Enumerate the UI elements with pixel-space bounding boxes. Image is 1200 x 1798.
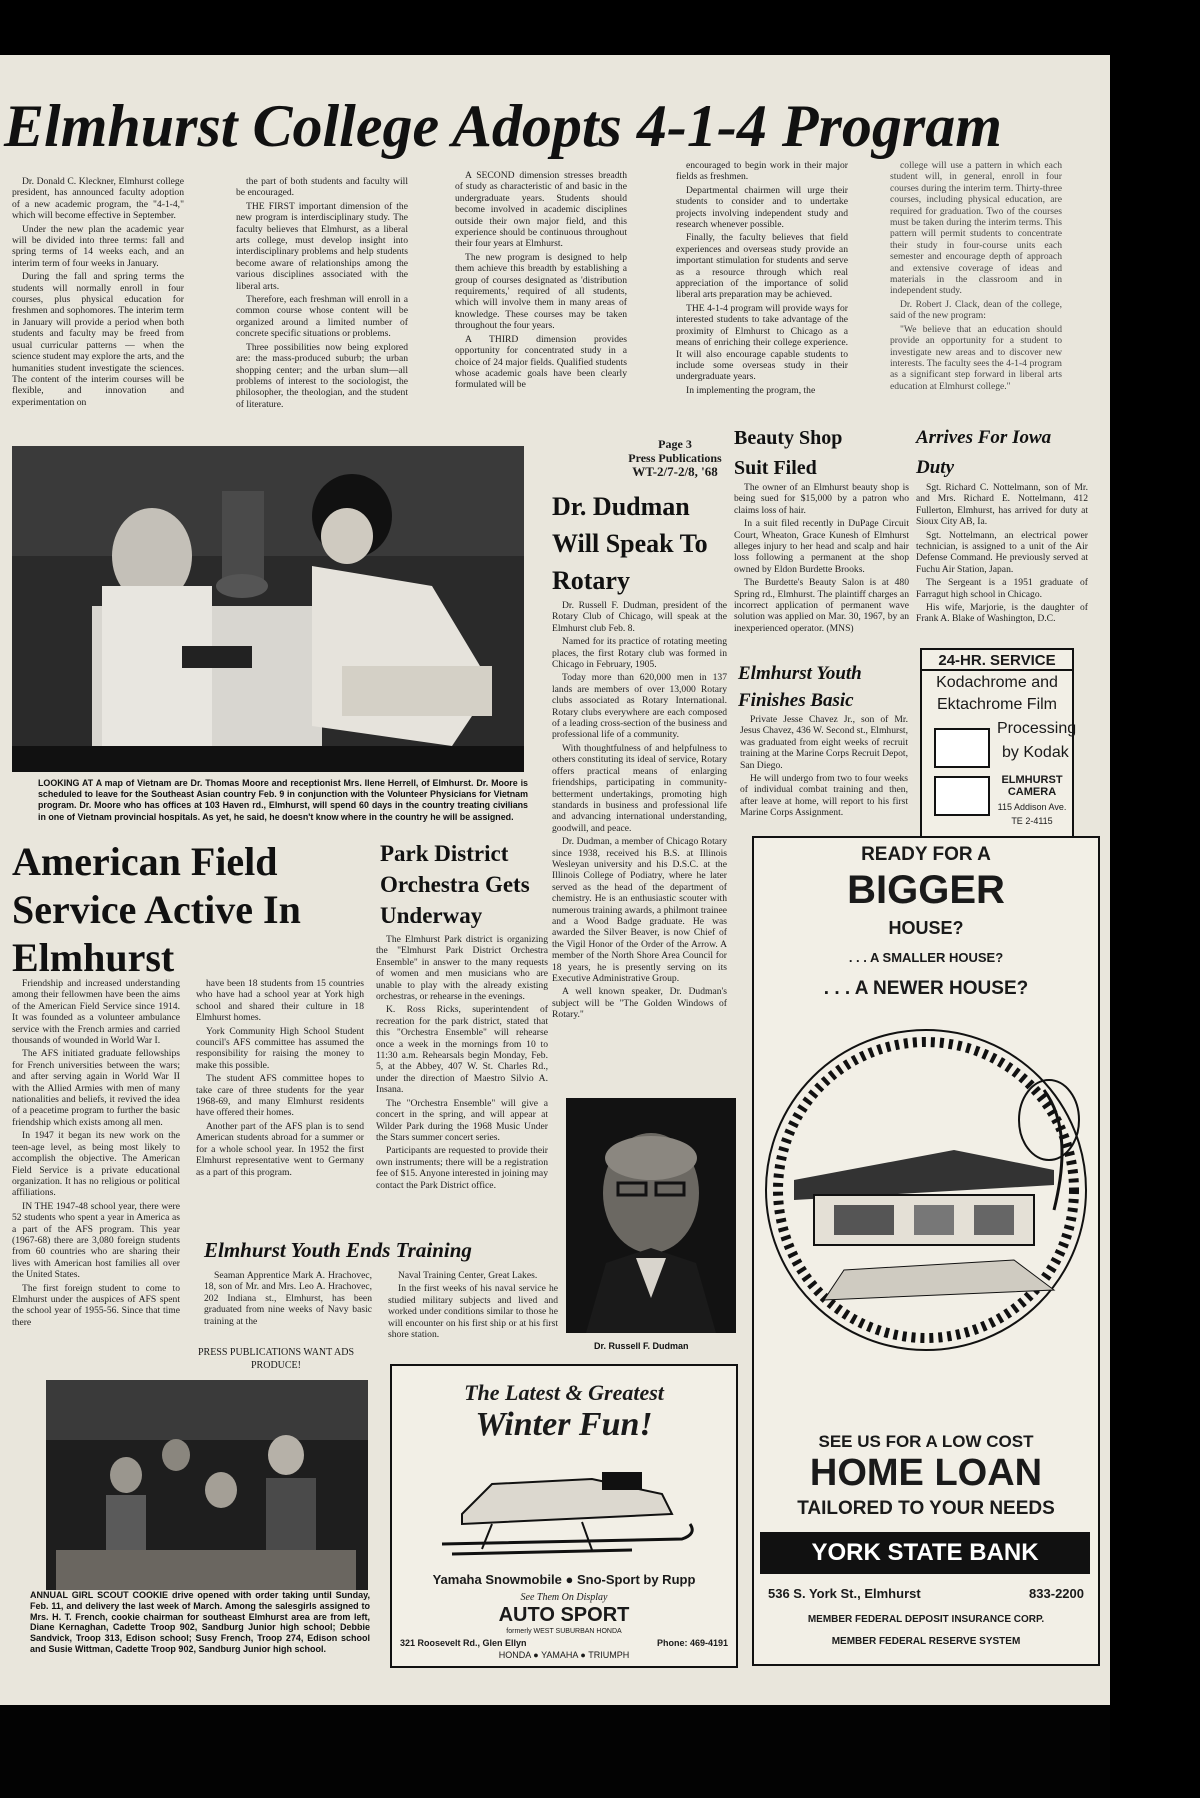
paragraph: A well known speaker, Dr. Dudman's subject will be "The Golden Windows of Rotary.": [552, 986, 727, 1021]
press-note: PRESS PUBLICATIONS WANT ADS PRODUCE!: [197, 1347, 355, 1371]
training-text: Seaman Apprentice Mark A. Hrachovec, 18, son of Mr. and Mrs. Leo A. Hrachovec, 202 Indiana st., Elmhurst, has been graduated from nine weeks of Navy basic training at the: [204, 1270, 372, 1327]
kodak-ad: [920, 648, 1077, 846]
press-stamp: [600, 437, 750, 479]
training-headline: Elmhurst Youth Ends Training: [204, 1238, 472, 1262]
auto-address: 321 Roosevelt Rd., Glen Ellyn: [400, 1638, 527, 1648]
afs-headline: American Field Service Active In Elmhurst: [12, 839, 301, 980]
photo-illustration: [46, 1380, 368, 1590]
auto-store: AUTO SPORT: [498, 1604, 630, 1626]
paragraph: Another part of the AFS plan is to send American students abroad for a summer or for a whole school year. In 1952 the first Elmhurst representative went to Germany as a part of this program.: [196, 1120, 364, 1178]
orchestra-article: [376, 934, 548, 1238]
paragraph: THE 4-1-4 program will provide ways for interested students to take advantage of the proximity of Elmhurst to Chicago as a means of enriching their college experience. It will also encourage capable students to include some overseas study in their undergraduate years.: [676, 302, 848, 383]
paragraph: The "Orchestra Ensemble" will give a concert in the spring, and will appear at Wilder Park during the 1968 Music Under the Stars summer concert series.: [376, 1097, 548, 1143]
paragraph: The first foreign student to come to Elmhurst under the auspices of AFS spent the school year of 1955-56. Since that time there: [12, 1282, 180, 1328]
photo-illustration: [12, 446, 524, 772]
auto-headline-1: The Latest & Greatest: [464, 1380, 664, 1405]
kodak-line5: by Kodak: [1002, 744, 1069, 761]
bank-newer: . . . A NEWER HOUSE?: [823, 978, 1029, 999]
dudman-headline: Dr. Dudman Will Speak To Rotary: [552, 492, 708, 595]
auto-brands: HONDA ● YAMAHA ● TRIUMPH: [498, 1650, 630, 1660]
auto-products: Yamaha Snowmobile ● Sno-Sport by Rupp: [432, 1572, 696, 1587]
bank-phone: 833-2200: [1029, 1586, 1084, 1601]
paragraph: In a suit filed recently in DuPage Circuit Court, Wheaton, Grace Kunesh of Elmhurst alleges injury to her head and scalp and hair loss following a permanent at the shop owned by Eldon Burdette Brooks.: [734, 518, 909, 575]
training-column: [204, 1270, 372, 1334]
paragraph: York Community High School Student council's AFS committee has assumed the responsibility for raising the money to make this possible.: [196, 1025, 364, 1071]
paragraph: have been 18 students from 15 countries who have had a school year at York high school and shared their culture in 18 Elmhurst homes.: [196, 978, 364, 1024]
bank-home-loan: HOME LOAN: [809, 1452, 1043, 1494]
paragraph: the part of both students and faculty will be encouraged.: [236, 176, 408, 199]
paragraph: Finally, the faculty believes that field experiences and overseas study provide an important stimulation for students and serve as a resource through which real appreciation of the importance of solid liberal arts preparation may be achieved.: [676, 232, 848, 301]
article-column: [12, 176, 184, 408]
paragraph: The student AFS committee hopes to take care of three students for the year 1968-69, and many Elmhurst residents have offered their homes.: [196, 1073, 364, 1119]
main-headline: Elmhurst College Adopts 4-1-4 Program: [4, 93, 1002, 159]
paragraph: The Elmhurst Park district is organizing the "Elmhurst Park District Orchestra Ensemble" in answer to the many requests of women and men musicians who are unable to play with the already existing orchestras, or rehearse in the evenings.: [376, 934, 548, 1003]
paragraph: college will use a pattern in which each student will, in general, enroll in four courses during the interim term. Thirty-three courses, including physical education, are required for graduation. Two of the courses must be taken during the interim terms. This pattern will permit students to concentrate their study in four-course units each semester and encourage depth of approach and extensive coverage of ideas and materials in the classroom and in independent study.: [890, 160, 1062, 297]
bank-bigger: BIGGER: [847, 868, 1005, 912]
stamp-page: Page 3: [658, 437, 692, 451]
auto-sport-ad: [390, 1364, 738, 1668]
orchestra-headline: Park District Orchestra Gets Underway: [380, 841, 530, 928]
paragraph: The owner of an Elmhurst beauty shop is being sued for $15,000 by a patron who claims loss of hair.: [734, 482, 909, 516]
kodak-line3: Ektachrome Film: [936, 696, 1058, 713]
paragraph: Sgt. Richard C. Nottelmann, son of Mr. and Mrs. Richard E. Nottelmann, 412 Fullerton, Elmhurst, has arrived for duty at Sioux City AB, Ia.: [916, 482, 1088, 528]
paragraph: A SECOND dimension stresses breadth of study as characteristic of and basic in the undergraduate years. Students should become involved in academic disciplines outside their own major field, and this experience should be continuous throughout their four years at Elmhurst.: [455, 170, 627, 250]
scout-caption: ANNUAL GIRL SCOUT COOKIE drive opened with order taking until Sunday, Feb. 11, and delivery the last week of March. Among the salesgirls assigned to Mrs. H. T. French, cookie chairman for southeast Elmhurst area are from left, Diane Kernaghan, Cadette Troop 902, Sandburg Junior high school; Debbie Sandvick, Troop 313, Edison school; Susy French, Troop 274, Edison school and Susie Wittman, Cadette Troop 902, Sandburg Junior high school.: [30, 1590, 370, 1654]
paragraph: IN THE 1947-48 school year, there were 52 students who spent a year in America as a part of the AFS program. This year (1967-68) there are 3,080 foreign students from 60 countries who are sharing their lives with American host families all over the United States.: [12, 1200, 180, 1281]
dudman-portrait: [566, 1098, 736, 1333]
youth-basic-article: [740, 714, 908, 834]
paragraph: Dr. Donald C. Kleckner, Elmhurst college president, has announced faculty adoption of a new academic program, the "4-1-4," which will become effective in September.: [12, 176, 184, 222]
snowmobile-illustration: [432, 1454, 702, 1564]
paragraph: Dr. Russell F. Dudman, president of the Rotary Club of Chicago, will speak at the Elmhurst club Feb. 8.: [552, 600, 727, 634]
afs-column: [196, 978, 364, 1196]
kodak-line2: Kodachrome and: [936, 674, 1058, 691]
paragraph: During the fall and spring terms the students will normally enroll in four courses, plus physical education for freshmen and sophomores. The interim term in January will provide a period when both students and faculty may be freed from usual curricular patterns — when the science student may explore the arts, and the humanities student investigate the sciences. The content of the interim courses will be flexible, and innovation and experimentation on: [12, 271, 184, 408]
bank-address: 536 S. York St., Elmhurst: [768, 1586, 921, 1601]
paragraph: Participants are requested to provide their own instruments; there will be a registration fee of $15. Anyone interested in joining may contact the Park District office.: [376, 1145, 548, 1191]
scan-bottom-border: [0, 1705, 1110, 1798]
paragraph: Dr. Robert J. Clack, dean of the college, said of the new program:: [890, 298, 1062, 322]
iowa-article: [916, 482, 1088, 642]
portrait-illustration: [566, 1098, 736, 1333]
bank-house: HOUSE?: [888, 918, 964, 938]
paragraph: Departmental chairmen will urge their students to consider and to undertake projects involving independent study and research whenever possible.: [676, 184, 848, 231]
paragraph: Under the new plan the academic year will be divided into three terms: fall and spring terms of 14 weeks each, and an interim term of four weeks in January.: [12, 223, 184, 269]
youth-basic-headline: Elmhurst Youth Finishes Basic: [738, 663, 862, 711]
afs-column: [12, 978, 180, 1330]
beauty-article: [734, 482, 909, 646]
bank-see-us: SEE US FOR A LOW COST: [818, 1432, 1034, 1451]
auto-formerly: formerly WEST SUBURBAN HONDA: [506, 1628, 622, 1635]
house-illustration: [754, 1010, 1098, 1370]
paragraph: The AFS initiated graduate fellowships for French universities between the wars; and after serving again in World War II with the Allied Armies with men of many nationalities and beliefs, it revived the idea of a peacetime program to further the basic friendship which exists among all men.: [12, 1048, 180, 1128]
dudman-article: [552, 600, 727, 1076]
paragraph: The Sergeant is a 1951 graduate of Farragut high school in Chicago.: [916, 577, 1088, 600]
auto-headline-2: Winter Fun!: [475, 1406, 653, 1443]
paragraph: The new program is designed to help them achieve this breadth by establishing a group of courses designated as 'distribution requirements,' required of all students, which will involve them in many areas of knowledge. These courses may be taken throughout the four years.: [455, 251, 627, 332]
paragraph: A THIRD dimension provides opportunity for concentrated study in a choice of 24 major fields. Qualified students whose academic goals have been clearly formulated will be: [455, 333, 627, 391]
vietnam-map-photo: [12, 446, 524, 772]
paragraph: "We believe that an education should provide an opportunity for a student to investigate new areas and to discover new interests. The faculty sees the 4-1-4 program as a significant step forward in liberal arts education at Elmhurst college.": [890, 323, 1062, 392]
auto-see: See Them On Display: [520, 1592, 608, 1603]
paragraph: In implementing the program, the: [686, 384, 816, 396]
bank-ready: READY FOR A: [861, 844, 991, 865]
kodak-address: 115 Addison Ave.: [997, 802, 1067, 812]
paragraph: In 1947 it began its new work on the teen-age level, as being most likely to accomplish the objective. The American Field Service is a private educational organization. It has no religious or political affiliations.: [12, 1130, 180, 1199]
girl-scout-photo: [46, 1380, 368, 1590]
paragraph: Therefore, each freshman will enroll in a common course whose content will be organized around a limited number of concrete specific situations or problems.: [236, 294, 408, 340]
kodak-service: 24-HR. SERVICE: [922, 652, 1072, 671]
paragraph: THE FIRST important dimension of the new program is interdisciplinary study. The faculty believes that Elmhurst, as a liberal arts college, must develop insight into interdisciplinary problems and help students become aware of relationships among the various disciplines associated with the liberal arts.: [236, 200, 408, 292]
bank-frs: MEMBER FEDERAL RESERVE SYSTEM: [831, 1636, 1021, 1647]
stamp-date: WT-2/7-2/8, '68: [632, 464, 718, 479]
beauty-headline: Beauty Shop Suit Filed: [734, 427, 843, 479]
auto-phone: Phone: 469-4191: [656, 1638, 728, 1648]
paragraph: Named for its practice of rotating meeting places, the first Rotary club was formed in Chicago in February, 1905.: [552, 636, 727, 671]
paragraph: Sgt. Nottelmann, an electrical power technician, is assigned to a unit of the Air Defense Command. He previously served at Fuchu Air Station, Japan.: [916, 529, 1088, 575]
paragraph: Friendship and increased understanding among their fellowmen have been the aims of the American Field Service since 1914. It was founded as a volunteer ambulance service with the French armies and carried thousands of wounded in World War I.: [12, 978, 180, 1047]
kodak-phone: TE 2-4115: [1011, 816, 1053, 826]
bank-name: YORK STATE BANK: [760, 1532, 1090, 1574]
training-column: [388, 1270, 558, 1356]
bank-fdic: MEMBER FEDERAL DEPOSIT INSURANCE CORP.: [807, 1614, 1045, 1625]
york-state-bank-ad: [752, 836, 1100, 1666]
paragraph: Today more than 620,000 men in 137 lands are members of over 13,000 Rotary clubs associated as Rotary International. Rotary clubs everywhere are each composed of a leading cross-section of the business and professional life of a community.: [552, 672, 727, 741]
vietnam-photo-caption: LOOKING AT A map of Vietnam are Dr. Thomas Moore and receptionist Mrs. Ilene Herrell, of Elmhurst. Dr. Moore is scheduled to leave for the Southeast Asian country Feb. 9 in conjunction with the Volunteer Physicians for Vietnam program. Dr. Moore who has offices at 103 Haven rd., Elmhurst, will spend 60 days in the country treating civilians in one of Vietnam provincial hospitals. As yet, he said, he doesn't know where in the country he will be assigned.: [38, 778, 528, 822]
article-column: [676, 160, 848, 396]
paragraph: encouraged to begin work in their major fields as freshmen.: [676, 160, 848, 183]
film-box-icon: [934, 776, 990, 816]
scan-right-border: [1110, 0, 1200, 1798]
kodak-store: ELMHURST CAMERA: [1001, 774, 1063, 798]
paragraph: Naval Training Center, Great Lakes.: [398, 1270, 538, 1281]
scan-top-border: [0, 0, 1110, 55]
iowa-headline: Arrives For Iowa Duty: [916, 427, 1052, 478]
kodak-line4: Processing: [997, 720, 1077, 737]
paragraph: In the first weeks of his naval service he studied military subjects and lived and worked under conditions similar to those he will encounter on his first ship or at his first shore station.: [388, 1283, 558, 1341]
film-box-icon: [934, 728, 990, 768]
article-column: [890, 160, 1062, 406]
paragraph: His wife, Marjorie, is the daughter of Frank A. Blake of Washington, D.C.: [916, 602, 1088, 625]
paragraph: Private Jesse Chavez Jr., son of Mr. Jesus Chavez, 436 W. Second st., Elmhurst, was graduated from eight weeks of recruit training at the Marine Corps Recruit Depot, San Diego.: [740, 714, 908, 771]
paragraph: With thoughtfulness of and helpfulness to others constituting its ideal of service, Rotary offers practical means of enlarging friendships, participating in community-betterment undertakings, promoting high standards in business and professional life and advancing international understanding, goodwill, and peace.: [552, 742, 727, 834]
paragraph: K. Ross Ricks, superintendent of recreation for the park district, stated that this "Orchestra Ensemble" will rehearse once a week in the mornings from 10 to 11:30 a.m. Rehearsals begin Monday, Feb. 5, at the Abbey, 407 W. St. Charles Rd., under the direction of Maestro Silvio A. Insana.: [376, 1004, 548, 1096]
paragraph: Dr. Dudman, a member of Chicago Rotary since 1938, received his B.S. at Illinois Wesleyan university and his D.S.C. at the Illinois College of Podiatry, where he later served as the head of the department of chemistry. He is an enthusiastic scouter with numerous training awards, a philmont trainee and a Wood Badge graduate. He was awarded the Silver Beaver, is now Chief of the Vigil Honor of the Order of the Arrow. A member of the North Shore Area Council for 18 years, he is presently serving on its Executive Administrative Group.: [552, 836, 727, 984]
article-column: [455, 170, 627, 391]
bank-tailored: TAILORED TO YOUR NEEDS: [797, 1498, 1055, 1519]
stamp-publication: Press Publications: [628, 451, 722, 465]
article-column: [236, 176, 408, 410]
paragraph: He will undergo from two to four weeks of individual combat training and then, after leave at home, will report to his first Marine Corps Assignment.: [740, 773, 908, 819]
paragraph: Three possibilities now being explored are: the mass-produced suburb; the urban shopping center; and the urban slum—all problems of interest to the sociologist, the philosopher, the theologian, and the student of literature.: [236, 341, 408, 410]
paragraph: The Burdette's Beauty Salon is at 480 Spring rd., Elmhurst. The plaintiff charges an incorrect application of permanent wave solution was applied on Mar. 30, 1967, by an inexperienced operator. (MNS): [734, 577, 909, 634]
bank-smaller: . . . A SMALLER HOUSE?: [848, 950, 1004, 965]
dudman-photo-caption: Dr. Russell F. Dudman: [594, 1341, 689, 1351]
